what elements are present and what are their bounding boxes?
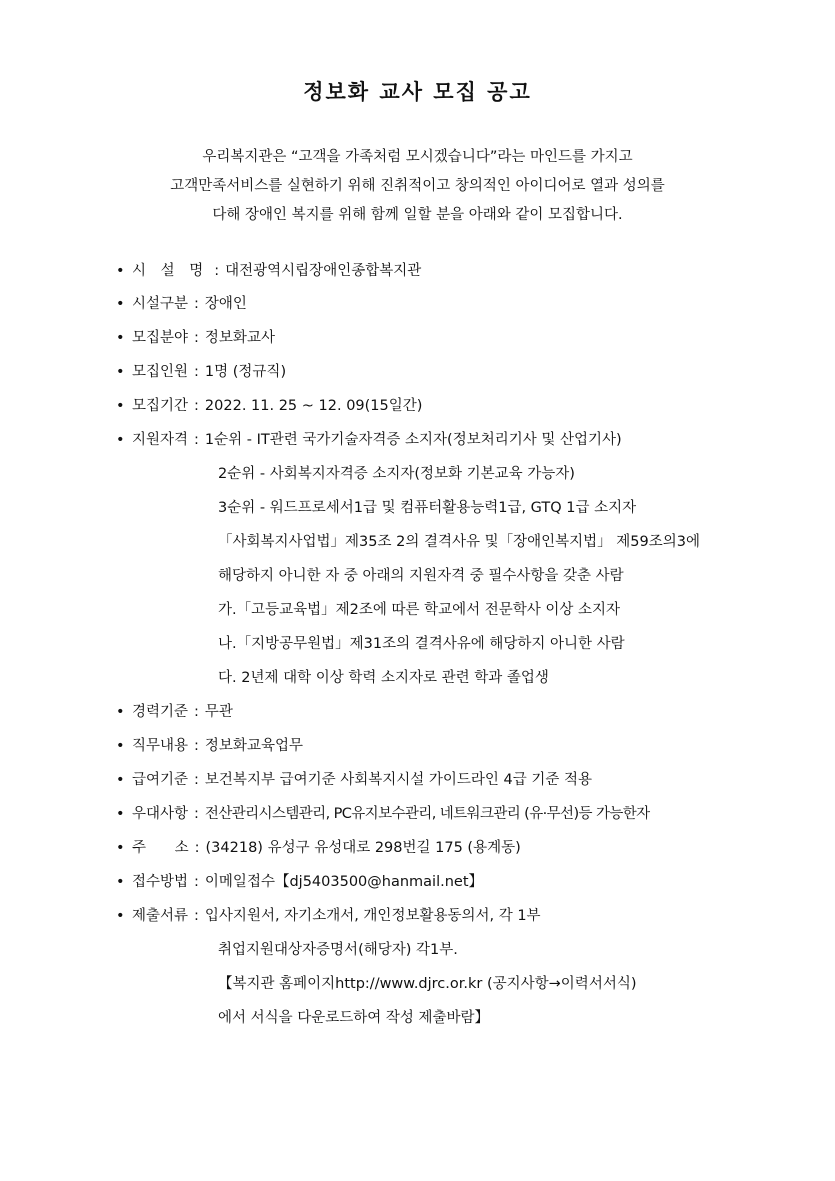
item-facility-type: [116, 294, 736, 314]
bullet: •: [116, 806, 125, 822]
item-preferences: [116, 804, 736, 824]
item-value: 정보화교사: [204, 330, 275, 346]
qualification-line: 해당하지 아니한 자 중 아래의 지원자격 중 필수사항을 갖춘 사람: [218, 568, 624, 584]
qualification-line: 나.「지방공무원법」제31조의 결격사유에 해당하지 아니한 사람: [218, 636, 625, 652]
bullet: •: [116, 738, 125, 754]
intro-line: 다해 장애인 복지를 위해 함께 일할 분을 아래와 같이 모집합니다.: [212, 207, 623, 223]
item-facility-name: [116, 261, 736, 281]
item-recruit-period: [116, 396, 736, 416]
intro-line: 우리복지관은 “고객을 가족처럼 모시겠습니다”라는 마인드를 가지고: [202, 149, 633, 165]
document-line: 【복지관 홈페이지http://www.djrc.or.kr (공지사항→이력서서식): [218, 976, 637, 992]
bullet: •: [116, 432, 125, 448]
separator: :: [194, 874, 199, 890]
item-label: 우대사항: [132, 806, 189, 822]
item-value: 입사지원서, 자기소개서, 개인정보활용동의서, 각 1부: [204, 908, 541, 924]
item-qualification: [116, 430, 736, 450]
item-label: 주 소: [132, 840, 189, 856]
intro-line: 고객만족서비스를 실현하기 위해 진취적이고 창의적인 아이디어로 열과 성의를: [170, 178, 665, 194]
item-value: 정보화교육업무: [204, 738, 303, 754]
intro-paragraph: [0, 143, 835, 230]
item-job-description: [116, 736, 736, 756]
separator: :: [194, 908, 199, 924]
item-label: 시설구분: [132, 296, 189, 312]
item-label: 모집인원: [132, 364, 189, 380]
separator: :: [194, 296, 199, 312]
separator: :: [194, 364, 199, 380]
item-label: 직무내용: [132, 738, 189, 754]
separator: :: [194, 704, 199, 720]
separator: :: [194, 806, 199, 822]
item-value: 1명 (정규직): [204, 364, 287, 380]
qualification-line: 3순위 - 워드프로세서1급 및 컴퓨터활용능력1급, GTQ 1급 소지자: [218, 500, 637, 516]
item-recruit-field: [116, 328, 736, 348]
item-label: 접수방법: [132, 874, 189, 890]
bullet: •: [116, 398, 125, 414]
bullet: •: [116, 874, 125, 890]
separator: :: [194, 398, 199, 414]
item-label: 시 설 명: [132, 263, 209, 279]
bullet: •: [116, 704, 125, 720]
qualification-line: 다. 2년제 대학 이상 학력 소지자로 관련 학과 졸업생: [218, 670, 549, 686]
document-line: 에서 서식을 다운로드하여 작성 제출바람】: [218, 1010, 490, 1026]
separator: :: [214, 263, 220, 279]
bullet: •: [116, 364, 125, 380]
item-value: 2022. 11. 25 ~ 12. 09(15일간): [204, 398, 423, 414]
item-label: 지원자격: [132, 432, 189, 448]
document-line: 취업지원대상자증명서(해당자) 각1부.: [218, 942, 458, 958]
bullet: •: [116, 330, 125, 346]
separator: :: [194, 432, 199, 448]
item-label: 경력기준: [132, 704, 189, 720]
item-value: (34218) 유성구 유성대로 298번길 175 (용계동): [205, 840, 521, 856]
item-experience: [116, 702, 736, 722]
item-value: 무관: [204, 704, 233, 720]
qualification-line: 2순위 - 사회복지자격증 소지자(정보화 기본교육 가능자): [218, 466, 575, 482]
qualification-line: 가.「고등교육법」제2조에 따른 학교에서 전문학사 이상 소지자: [218, 602, 621, 618]
bullet: •: [116, 772, 125, 788]
item-value: 전산관리시스템관리, PC유지보수관리, 네트워크관리 (유·무선)등 가능한자: [204, 806, 650, 822]
item-value: 이메일접수【dj5403500@hanmail.net】: [204, 874, 484, 890]
separator: :: [194, 840, 200, 856]
item-value: 1순위 - IT관련 국가기술자격증 소지자(정보처리기사 및 산업기사): [204, 432, 622, 448]
item-address: [116, 838, 736, 858]
bullet: •: [116, 908, 125, 924]
bullet: •: [116, 840, 125, 856]
separator: :: [194, 772, 199, 788]
item-value: 장애인: [204, 296, 247, 312]
item-salary: [116, 770, 736, 790]
bullet: •: [116, 296, 125, 312]
bullet: •: [116, 263, 125, 279]
separator: :: [194, 330, 199, 346]
item-label: 급여기준: [132, 772, 189, 788]
separator: :: [194, 738, 199, 754]
qualification-line: 「사회복지사업법」제35조 2의 결격사유 및「장애인복지법」 제59조의3에: [218, 534, 700, 550]
item-recruit-count: [116, 362, 736, 382]
item-application-method: [116, 872, 736, 892]
item-value: 보건복지부 급여기준 사회복지시설 가이드라인 4급 기준 적용: [204, 772, 592, 788]
item-label: 모집분야: [132, 330, 189, 346]
page-title: 정보화 교사 모집 공고: [303, 80, 532, 104]
item-label: 제출서류: [132, 908, 189, 924]
item-documents: [116, 906, 736, 926]
item-label: 모집기간: [132, 398, 189, 414]
item-value: 대전광역시립장애인종합복지관: [225, 263, 422, 279]
